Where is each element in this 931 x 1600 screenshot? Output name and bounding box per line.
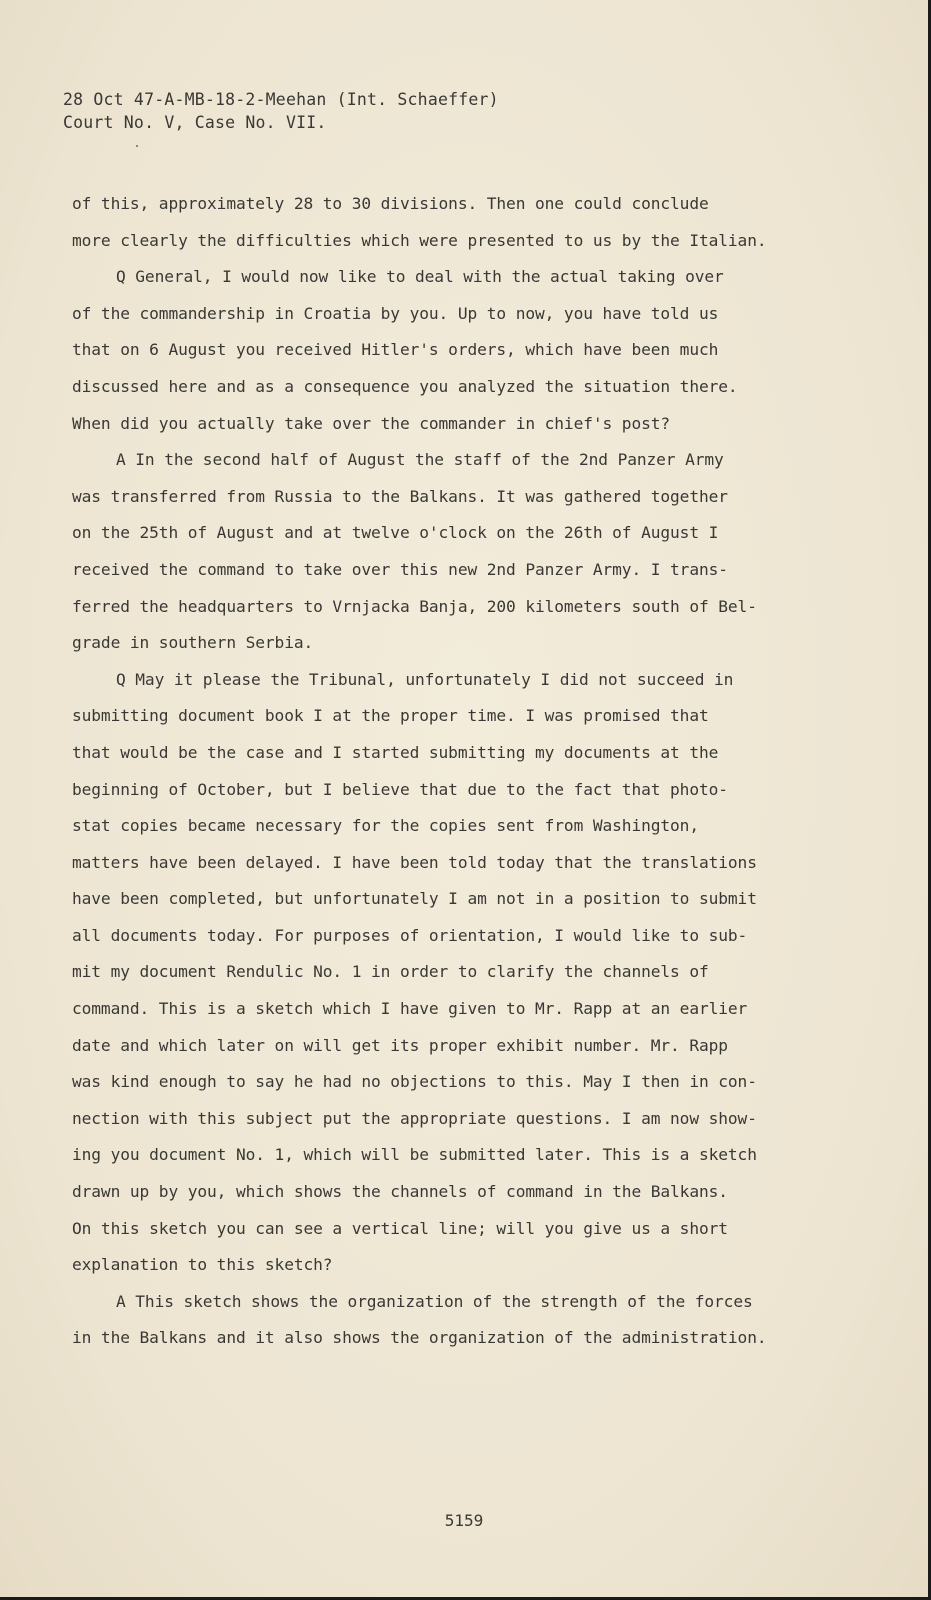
document-header <box>63 88 499 134</box>
transcript-line: more clearly the difficulties which were presented to us by the Italian. <box>72 230 767 250</box>
transcript-line: have been completed, but unfortunately I am not in a position to submit <box>72 889 757 909</box>
header-court-case: Court No. V, Case No. VII. <box>63 113 327 132</box>
transcript-line: submitting document book I at the proper time. I was promised that <box>72 706 709 726</box>
transcript-line: A This sketch shows the organization of the strength of the forces <box>116 1291 753 1311</box>
transcript-line: received the command to take over this new 2nd Panzer Army. I trans- <box>72 559 728 579</box>
transcript-body <box>72 186 832 1357</box>
transcript-line: When did you actually take over the commander in chief's post? <box>72 413 671 433</box>
transcript-line: matters have been delayed. I have been told today that the translations <box>72 852 757 872</box>
transcript-line: all documents today. For purposes of orientation, I would like to sub- <box>72 925 748 945</box>
transcript-line: Q May it please the Tribunal, unfortunately I did not succeed in <box>116 669 734 689</box>
transcript-line: was kind enough to say he had no objections to this. May I then in con- <box>72 1072 757 1092</box>
transcript-line: grade in southern Serbia. <box>72 633 314 653</box>
transcript-line: explanation to this sketch? <box>72 1255 333 1275</box>
transcript-line: in the Balkans and it also shows the organization of the administration. <box>72 1328 767 1348</box>
stray-mark <box>136 145 138 147</box>
transcript-line: of the commandership in Croatia by you. Up to now, you have told us <box>72 303 719 323</box>
transcript-line: was transferred from Russia to the Balkans. It was gathered together <box>72 486 728 506</box>
header-case-reference: 28 Oct 47-A-MB-18-2-Meehan (Int. Schaeffer) <box>63 90 499 109</box>
transcript-line: that on 6 August you received Hitler's orders, which have been much <box>72 340 719 360</box>
transcript-line: date and which later on will get its proper exhibit number. Mr. Rapp <box>72 1035 728 1055</box>
transcript-line: drawn up by you, which shows the channels of command in the Balkans. <box>72 1182 728 1202</box>
transcript-line: mit my document Rendulic No. 1 in order to clarify the channels of <box>72 962 709 982</box>
transcript-line: of this, approximately 28 to 30 divisions. Then one could conclude <box>72 194 709 213</box>
transcript-line: Q General, I would now like to deal with the actual taking over <box>116 267 724 287</box>
transcript-line: nection with this subject put the appropriate questions. I am now show- <box>72 1108 757 1128</box>
transcript-line: ing you document No. 1, which will be submitted later. This is a sketch <box>72 1145 757 1165</box>
transcript-line: on the 25th of August and at twelve o'clock on the 26th of August I <box>72 523 719 543</box>
transcript-line: that would be the case and I started submitting my documents at the <box>72 742 719 762</box>
transcript-line: On this sketch you can see a vertical line; will you give us a short <box>72 1218 728 1238</box>
transcript-line: ferred the headquarters to Vrnjacka Banja, 200 kilometers south of Bel- <box>72 596 757 616</box>
transcript-line: A In the second half of August the staff of the 2nd Panzer Army <box>116 450 724 470</box>
transcript-line: stat copies became necessary for the copies sent from Washington, <box>72 816 699 836</box>
transcript-line: command. This is a sketch which I have given to Mr. Rapp at an earlier <box>72 999 748 1019</box>
page-number: 5159 <box>444 1511 484 1530</box>
transcript-line: beginning of October, but I believe that due to the fact that photo- <box>72 779 728 799</box>
transcript-line: discussed here and as a consequence you analyzed the situation there. <box>72 376 738 396</box>
